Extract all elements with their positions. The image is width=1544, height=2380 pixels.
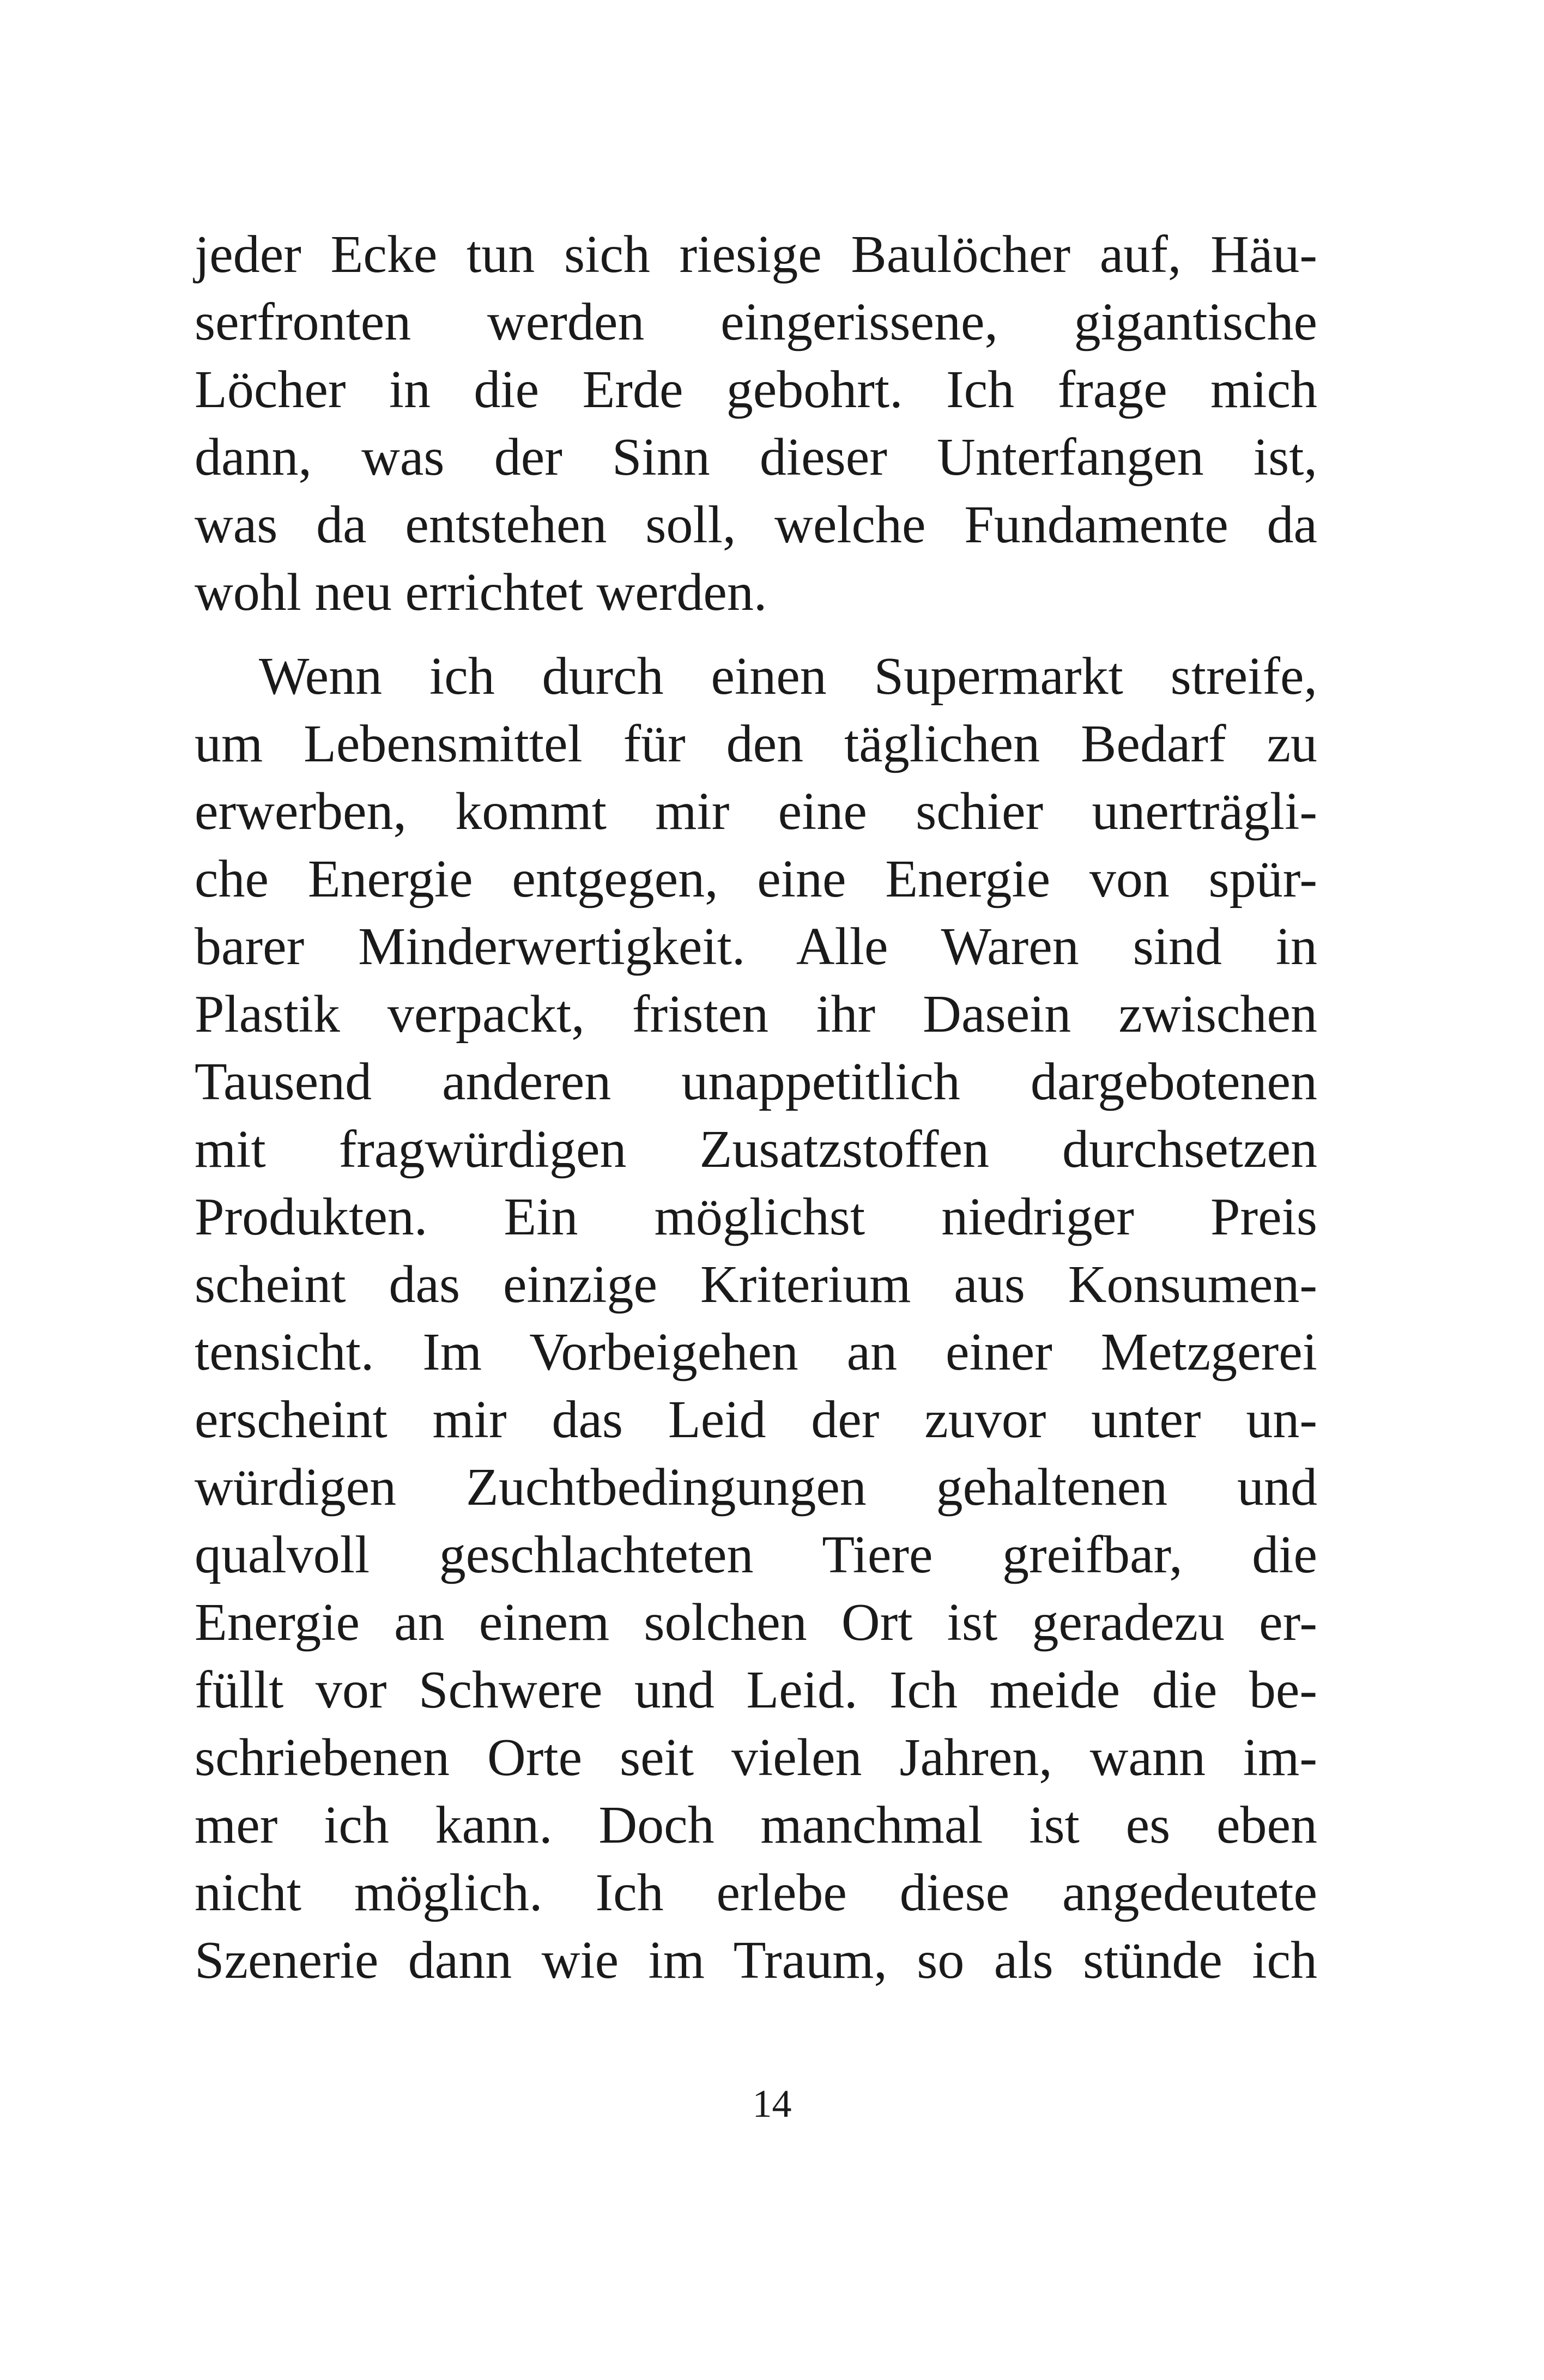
text-line: erwerben, kommt mir eine schier unerträgli- [195,782,1317,841]
text-line: jeder Ecke tun sich riesige Baulöcher auf, Häu- [195,225,1317,284]
text-line: mit fragwürdigen Zusatzstoffen durchsetzen [195,1120,1317,1179]
paragraph-2 [195,643,1317,1994]
text-line: qualvoll geschlachteten Tiere greifbar, die [195,1525,1317,1584]
text-line: Plastik verpackt, fristen ihr Dasein zwischen [195,985,1317,1044]
text-line: Wenn ich durch einen Supermarkt streife, [259,647,1317,706]
text-line: scheint das einzige Kriterium aus Konsumen- [195,1255,1317,1314]
paragraph-spacer [195,626,1317,643]
text-line: tensicht. Im Vorbeigehen an einer Metzgerei [195,1323,1317,1382]
text-line: Produkten. Ein möglichst niedriger Preis [195,1188,1317,1246]
text-line: Löcher in die Erde gebohrt. Ich frage mich [195,360,1317,419]
text-line: serfronten werden eingerissene, gigantische [195,293,1317,352]
text-line: Tausend anderen unappetitlich dargebotenen [195,1052,1317,1111]
text-line: nicht möglich. Ich erlebe diese angedeutete [195,1863,1317,1922]
text-line: schriebenen Orte seit vielen Jahren, wann im- [195,1728,1317,1787]
text-line: füllt vor Schwere und Leid. Ich meide die be- [195,1661,1317,1719]
text-line: würdigen Zuchtbedingungen gehaltenen und [195,1458,1317,1517]
text-line: wohl neu errichtet werden. [195,563,767,622]
page-number: 14 [752,2082,792,2125]
paragraph-1 [195,221,1317,626]
text-line: Energie an einem solchen Ort ist geradezu er- [195,1593,1317,1652]
text-line: barer Minderwertigkeit. Alle Waren sind in [195,917,1317,976]
text-line: dann, was der Sinn dieser Unterfangen ist, [195,428,1317,487]
body-text [195,221,1317,1994]
text-line: mer ich kann. Doch manchmal ist es eben [195,1796,1317,1855]
text-line: Szenerie dann wie im Traum, so als stünde ich [195,1931,1317,1990]
text-line: erscheint mir das Leid der zuvor unter un- [195,1390,1317,1449]
text-line: che Energie entgegen, eine Energie von spür- [195,850,1317,909]
text-line: was da entstehen soll, welche Fundamente da [195,495,1317,554]
text-line: um Lebensmittel für den täglichen Bedarf zu [195,714,1317,773]
